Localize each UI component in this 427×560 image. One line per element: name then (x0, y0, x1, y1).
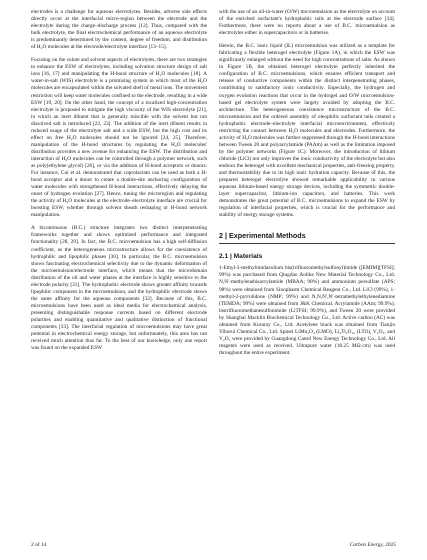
left-column (31, 9, 207, 358)
journal-citation: Carbon Energy, 2025 (349, 542, 396, 548)
section-heading-experimental-methods: 2 | Experimental Methods (219, 231, 306, 241)
paragraph-esw-strategies: Focusing on the solute and solvent aspects of electrolytes, there are two strategies to enhance the ESW of electrolytes, including solvation structure design of salt ions [16, 17] and manipulating the H-bond structure of H₂O molecules [18]. A water-in-salt (WIS) electrolyte is a promising system in which most of the H₂O molecules are encapsulated within the solvated shell of metal ions. The movement restriction will keep water molecules confined to the electrode, resulting in a wide ESW [19, 20]. On the other hand, the concept of a localized high-concentration electrolyte is proposed to mitigate the high viscosity of the WIS electrolyte [21], in which an inert diluent that is generally miscible with the solvent but not dissolved salt is introduced [22, 23]. The addition of the inert diluent results in reduced usage of the electrolyte salt and a wide ESW, but the high cost and its effect on free H₂O molecules should not be ignored [24, 25]. Therefore, manipulation of the H-bond structures by regulating the H₂O molecules' distribution provides a new avenue for enhancing the ESW. The distribution and interaction of H₂O molecules can be controlled through a polymer network, such as poly(ethylene glycol) [26], or via the addition of H-bond acceptors or donors. For instance, Cui et al. demonstrated that coprolactam can be used as both a H-bond acceptor and a donor to create a double-site anchoring configuration of water molecules with strengthened H-bond interactions, effectively delaying the onset of hydrogen evolution [27]. Hence, tuning the microregion and regulating the activity of H₂O molecules at the electrode–electrolyte interface are crucial for boosting ESW, whether through solvent sheath reshaping or H-bond network manipulation. (31, 57, 207, 219)
paragraph-ow-microemulsion: with the use of an oil-in-water (O/W) microemulsion as the electrolyte on account of the enriched surfactant's hydrophobic tails at the electrode surface [34]. Furthermore, there were no reports about a use of B.C. microemulsion as electrolytes either in supercapacitors or in batteries. (219, 9, 395, 37)
page-footer (31, 542, 396, 548)
right-column (219, 9, 395, 363)
subsection-heading-materials: 2.1 | Materials (219, 253, 263, 261)
paragraph-herein: Herein, the B.C. ionic liquid (IL) microemulsion was utilized as a template for fabricating a flexible heterogel electrolyte (Figure 1A), in which the ESW was significantly enlarged without the need for high concentrations of salts. As shown in Figure 1B, the obtained heterogel electrolyte perfectly inherited the configuration of B.C. microemulsions, which ensures efficient transport and release of conductive components within the distinct interpenetrating phases, contributing to satisfactory ionic conductivity. Especially, the hydrogen and oxygen evolution reactions that occur in the hydrogel and O/W microemulsion-based gel electrolyte system were largely avoided by adopting the B.C. architecture. The heterogeneous coexistence microstructure of the B.C. microemulsion and the ordered assembly of oleophilic surfactant tails created a hydrophobic electrode–electrolyte interfacial microenvironment, effectively restricting the contact between H₂O molecules and electrodes. Furthermore, the activity of H₂O molecules was further suppressed through the H-bond interactions between Tween 20 and polyacrylamide (PAAm) as well as the limitation imposed by the polymer networks (Figure 1C). Moreover, the introduction of lithium chloride (LiCl) not only improves the ionic conductivity of the electrolyte but also endows the heterogel with excellent mechanical properties, anti-freezing property, and thermostability due to its high ionic hydration capacity. Because of this, the prepared heterogel electrolyte showed remarkable applicability in various aqueous lithium-based energy storage devices, including the symmetric double-layer supercapacitor, lithium-ion capacitors, and batteries. This work demonstrates the great potential of B.C. microemulsions to expand the ESW by regulation of interfacial properties, which is crucial for the performance and stability of energy storage systems. (219, 43, 396, 219)
paragraph-electrode-challenge: electrodes is a challenge for aqueous electrolytes. Besides, adverse side effects directly occur at the interfacial micro-region between the electrode and the electrolyte during the charge–discharge process [12]. Thus, compared with the bulk electrolyte, the final electrochemical performance of an aqueous electrolyte is predominantly determined by the content, degree of freedom, and distribution of H₂O molecules at the electrode/electrolyte interface [13–15]. (31, 9, 207, 51)
paragraph-bicontinuous-structure: A bicontinuous (B.C.) structure integrates two distinct interpenetrating frameworks together and shows optimized performance and integrated functionality [28, 29]. In fact, the B.C. microemulsion has a high self-diffusion coefficient, as the heterogeneous microstructure allows for the coexistence of hydrophilic and lipophilic phases [30]. In particular, the B.C. microemulsion shows fascinating electrochemical selectivity due to the dynamic deformation of the microemulsion/electrode interface, which means that the microdomain distribution of the oil and water phases at the interface is highly sensitive to the electrode polarity [31]. The hydrophobic electrode shows greater affinity towards lipophilic component in the microemulsion, and the hydrophilic electrode shows the same affinity for the aqueous components [32]. Because of this, B.C. microemulsions have been used as ideal media for electrochemical analysis, presenting distinguishable response currents based on different electrode polarities and enabling quantitative and qualitative distinction of functional components [33]. The interfacial regulation of microemulsions may have great potential in electrochemical energy storage, but unfortunately, this area has not received much attention thus far. To the best of our knowledge, only one report was found on the expanded ESW (31, 225, 207, 352)
section-divider (219, 243, 395, 244)
paragraph-materials: 1-Ethyl-3-methylimidazolium bis(trifluoromethylsulfonyl)imide ([EMIM][TFSI]; 99%) was purchased from Qingdao Aolike New Material Technology Co., Ltd. N,N′-methylenebisacrylamide (MBAA; 98%) and ammonium persulfate (APS; 98%) were obtained from Sinopharm Chemical Reagent Co., Ltd. LiCl (99%), 1-methyl-2-pyrrolidone (NMP; 99%) and N,N,N′,N′-tetramethylethylenediamine (TEMDA; 99%) were obtained from J&K Chemical. Acrylamide (AAm; 99.9%), bistrifluoromethanesulfonimide (LiTFSI; 99.9%), and Tween 20 were provided by Shanghai Macklin Biochemical Technology Co., Ltd. Active carbon (AC) was obtained from Kuraray Co., Ltd. Acetylene black was obtained from Tianjin Yiborui Chemical Co., Ltd. Spinel LiMn₂O₄ (LMO), Li₄Ti₅O₁₂ (LTO), V₂O₅, and V₂O₅ were provided by Guangdong Canrd New Energy Technology Co., Ltd. All reagents were used as received. Ultrapure water (18.25 MΩ·cm) was used throughout the entire experiment. (219, 265, 395, 356)
page-number: 2 of 14 (31, 542, 47, 548)
